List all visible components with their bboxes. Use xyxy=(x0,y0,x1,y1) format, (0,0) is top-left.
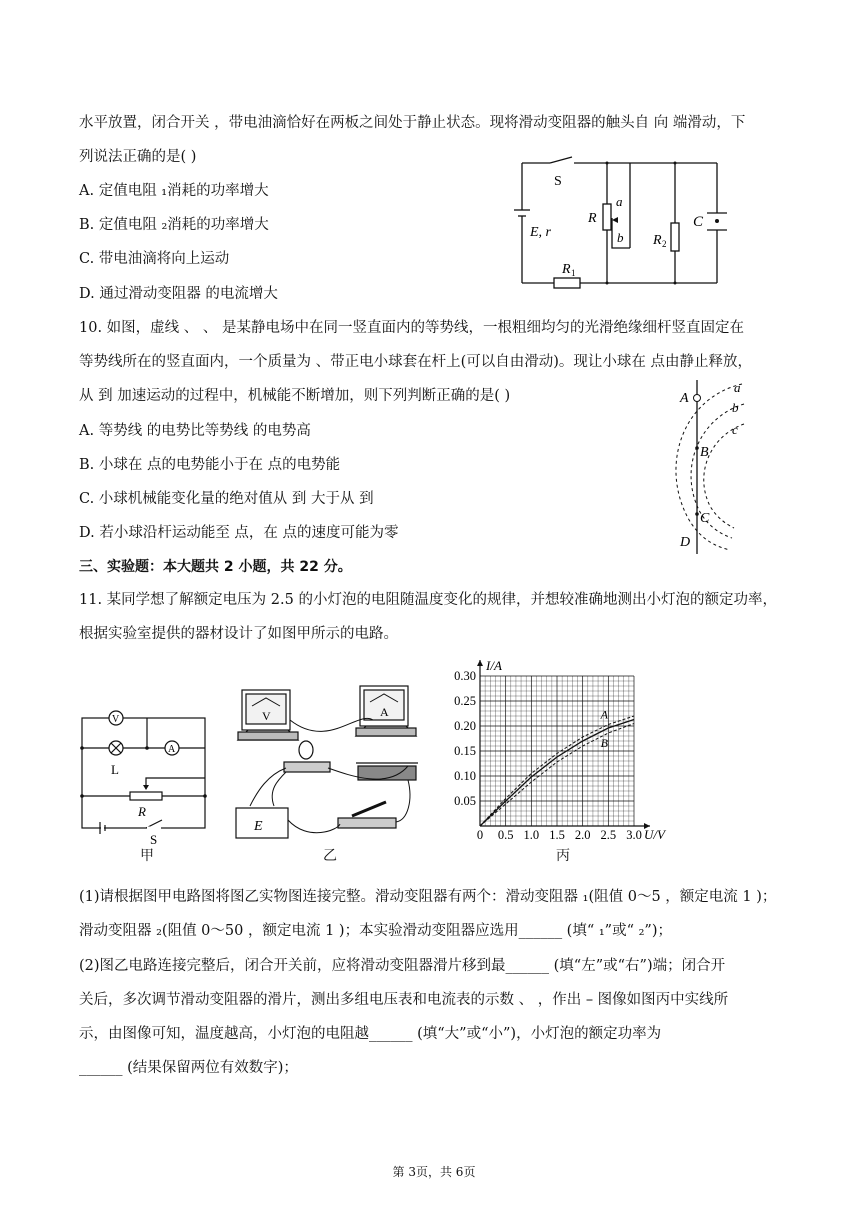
label-point-a: A xyxy=(680,391,689,406)
x-tick-label: 1.0 xyxy=(523,828,540,842)
q9-option-d: D. 通过滑动变阻器 的电流增大 xyxy=(79,286,278,302)
label-line-b: b xyxy=(732,400,739,415)
q10-stem-line2: 等势线所在的竖直面内，一个质量为 、带正电小球套在杆上(可以自由滑动)。现让小球在 点由静止释放， xyxy=(79,354,753,370)
q11-stem-line1: 11. 某同学想了解额定电压为 2.5 的小灯泡的电阻随温度变化的规律，并想较准确地测出小灯泡的额定功率， xyxy=(79,592,777,608)
q11-figure-bing-iu-chart xyxy=(444,660,684,845)
y-tick-label: 0.30 xyxy=(454,669,476,683)
label-r2-sub: 2 xyxy=(662,239,667,249)
series-label-b: B xyxy=(600,736,608,750)
q9-stem-line1: 水平放置，闭合开关 ，带电油滴恰好在两板之间处于静止状态。现将滑动变阻器的触头自 向 端滑动，下 xyxy=(79,115,746,131)
label-battery-er: E, r xyxy=(530,225,551,240)
q9-circuit-diagram xyxy=(512,158,742,294)
y-tick-label: 0.20 xyxy=(454,719,476,733)
x-axis-label: U/V xyxy=(644,827,665,842)
q10-stem-line3: 从 到 加速运动的过程中，机械能不断增加，则下列判断正确的是( ) xyxy=(79,388,511,404)
label-r2: R xyxy=(653,233,662,248)
y-tick-label: 0.05 xyxy=(454,794,476,808)
x-tick-label: 2.0 xyxy=(574,828,591,842)
label-terminal-b: b xyxy=(617,230,624,245)
y-axis-label: I/A xyxy=(486,658,502,673)
jia-ammeter-label: A xyxy=(168,744,176,755)
y-tick-label: 0.15 xyxy=(454,744,476,758)
label-r1: R xyxy=(562,262,571,277)
jia-voltmeter-label: V xyxy=(112,714,120,725)
label-terminal-a: a xyxy=(616,194,623,209)
page-footer: 第 3页，共 6页 xyxy=(392,1165,476,1179)
label-rheostat-r: R xyxy=(588,211,597,226)
jia-switch-label: S xyxy=(150,832,158,847)
q10-stem-line1: 10. 如图，虚线 、 、 是某静电场中在同一竖直面内的等势线，一根粗细均匀的光滑绝缘细杆竖直固定在 xyxy=(79,320,744,336)
jia-rheostat-label: R xyxy=(138,804,146,819)
section-heading-experiments: 三、实验题：本大题共 2 小题，共 22 分。 xyxy=(79,559,352,575)
q10-option-d: D. 若小球沿杆运动能至 点，在 点的速度可能为零 xyxy=(79,525,399,541)
q10-option-c: C. 小球机械能变化量的绝对值从 到 大于从 到 xyxy=(79,491,374,507)
q11-figure-jia-circuit xyxy=(74,700,214,847)
q10-equipotential-diagram xyxy=(672,378,752,556)
label-r1-sub: 1 xyxy=(571,268,576,278)
q9-option-b: B. 定值电阻 ₂消耗的功率增大 xyxy=(79,217,269,233)
x-tick-label: 0 xyxy=(476,828,484,842)
caption-yi: 乙 xyxy=(323,848,337,864)
label-point-b: B xyxy=(700,445,709,460)
label-line-c: c xyxy=(732,422,738,437)
yi-ammeter-label: A xyxy=(380,705,389,719)
q11-part2-line2: 关后，多次调节滑动变阻器的滑片，测出多组电压表和电流表的示数 、 ，作出 – 图像如图丙中实线所 xyxy=(79,992,729,1008)
x-tick-label: 0.5 xyxy=(497,828,514,842)
q10-option-a: A. 等势线 的电势比等势线 的电势高 xyxy=(79,423,311,439)
yi-battery-label: E xyxy=(254,819,263,834)
q11-part1-line2: 滑动变阻器 ₂(阻值 0～50 ，额定电流 1 )；本实验滑动变阻器应选用______ (填“ ₁”或“ ₂”)； xyxy=(79,923,672,939)
label-line-a: a xyxy=(734,380,741,395)
q11-figure-yi-apparatus xyxy=(228,680,438,845)
q10-option-b: B. 小球在 点的电势能小于在 点的电势能 xyxy=(79,457,341,473)
x-tick-label: 3.0 xyxy=(626,828,642,842)
caption-jia: 甲 xyxy=(140,848,154,864)
q9-stem-line2: 列说法正确的是( ) xyxy=(79,149,197,165)
label-point-d: D xyxy=(680,535,691,550)
series-label-a: A xyxy=(600,707,608,722)
x-tick-label: 2.5 xyxy=(600,828,617,842)
jia-lamp-label: L xyxy=(111,762,119,777)
q11-part1-line1: (1)请根据图甲电路图将图乙实物图连接完整。滑动变阻器有两个：滑动变阻器 ₁(阻值 0～5 ，额定电流 1 )； xyxy=(79,889,777,905)
y-tick-label: 0.25 xyxy=(454,694,476,708)
q11-part2-line4: ______ (结果保留两位有效数字)； xyxy=(79,1060,298,1076)
x-tick-label: 1.5 xyxy=(549,828,565,842)
q11-stem-line2: 根据实验室提供的器材设计了如图甲所示的电路。 xyxy=(79,626,398,642)
y-axis-arrow xyxy=(477,660,483,666)
caption-bing: 丙 xyxy=(556,848,570,864)
q11-part2-line3: 示，由图像可知，温度越高，小灯泡的电阻越______ (填“大”或“小”)，小灯泡的额定功率为 xyxy=(79,1026,662,1042)
label-point-c: C xyxy=(700,511,710,526)
q9-option-c: C. 带电油滴将向上运动 xyxy=(79,251,230,267)
q11-part2-line1: (2)图乙电路连接完整后，闭合开关前，应将滑动变阻器滑片移到最______ (填“左”或“右”)端；闭合开 xyxy=(79,958,726,974)
q9-option-a: A. 定值电阻 ₁消耗的功率增大 xyxy=(79,183,269,199)
yi-voltmeter-label: V xyxy=(262,709,271,723)
label-capacitor-c: C xyxy=(693,214,704,230)
label-switch-s: S xyxy=(554,174,562,189)
y-tick-label: 0.10 xyxy=(454,769,476,783)
